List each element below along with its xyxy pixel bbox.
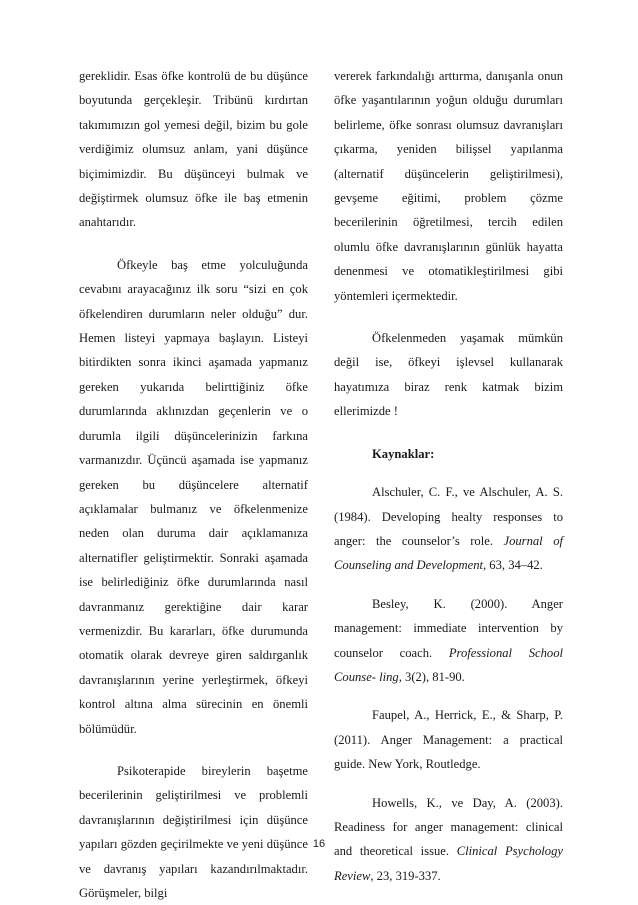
paragraph: Psikoterapide bireylerin başetme becerilerinin geliştirilmesi ve problemli davranışlarının değiştirilmesi için düşünce yapıları gözden geçirilmekte ve yeni düşünce ve davranış yapıları kazandırılmaktadır. Görüşmeler, bilgi — [79, 763, 308, 900]
right-column — [334, 64, 563, 888]
paragraph: Öfkeyle baş etme yolculuğunda cevabını arayacağınız ilk soru “sizi en çok öfkelendiren durumların neler olduğu” dur. Hemen listeyi yapmaya başlayın. Listeyi bitirdikten sonra ikinci aşamada yapmanız gereken yukarıda belirttiğiniz öfke durumlarında aklınızdan geçenlerin ve o durumla ilgili düşüncelerinizin farkına varmanızdır. Üçüncü aşamada ise yapmanız gereken bu düşüncelere alternatif açıklamalar bulmanız ve öfkelenmenize neden olan duruma dair açıklamanıza alternatifler geliştirmektir. Sonraki aşamada ise belirlediğiniz öfke durumlarında nasıl davranmanız gerektiğine dair karar vermenizdir. Bu kararları, öfke durumunda otomatik olarak devreye giren saldırganlık davranışlarının yerine yerleştirmek, öfkeyi kontrol altına alma sürecinin en önemli bölümüdür. — [79, 257, 308, 736]
paragraph: vererek farkındalığı arttırma, danışanla onun öfke yaşantılarının yoğun olduğu durumları belirleme, öfke sonrası olumsuz davranışları çıkarma, yeniden bilişsel yapılanma (alternatif düşüncelerin geliştirilmesi), gevşeme eğitimi, problem çözme becerilerinin öğretilmesi, tercih edilen olumlu öfke davranışlarının günlük hayatta denenmesi ve otomatikleştirilmesi gibi yöntemleri içermektedir. — [334, 69, 563, 303]
reference-entry: Besley, K. (2000). Anger management: immediate intervention by counselor coach. Professional School Counse- ling, 3(2), 81-90. — [334, 596, 563, 684]
paragraph: gereklidir. Esas öfke kontrolü de bu düşünce boyutunda gerçekleşir. Tribünü kırdırtan takımımızın gol yemesi değil, bizim bu gole verdiğimiz olumsuz anlam, yani düşünce biçimimizdir. Bu düşünceyi bulmak ve değiştirmek olumsuz öfke ile baş etmenin anahtarıdır. — [79, 69, 308, 230]
reference-entry: Howells, K., ve Day, A. (2003). Readiness for anger management: clinical and theoretical issue. Clinical Psychology Review, 23, 319-337. — [334, 795, 563, 883]
reference-entry: Faupel, A., Herrick, E., & Sharp, P. (2011). Anger Management: a practical guide. New York, Routledge. — [334, 708, 563, 772]
references-heading: Kaynaklar: — [372, 446, 435, 461]
reference-entry: Alschuler, C. F., ve Alschuler, A. S. (1984). Developing healty responses to anger: the counselor’s role. Journal of Counseling and Development, 63, 34–42. — [334, 485, 563, 573]
paragraph: Öfkelenmeden yaşamak mümkün değil ise, öfkeyi işlevsel kullanarak hayatımıza biraz renk katmak bizim ellerimizde ! — [334, 331, 563, 419]
page-number: 16 — [312, 838, 326, 850]
left-column — [79, 64, 308, 905]
